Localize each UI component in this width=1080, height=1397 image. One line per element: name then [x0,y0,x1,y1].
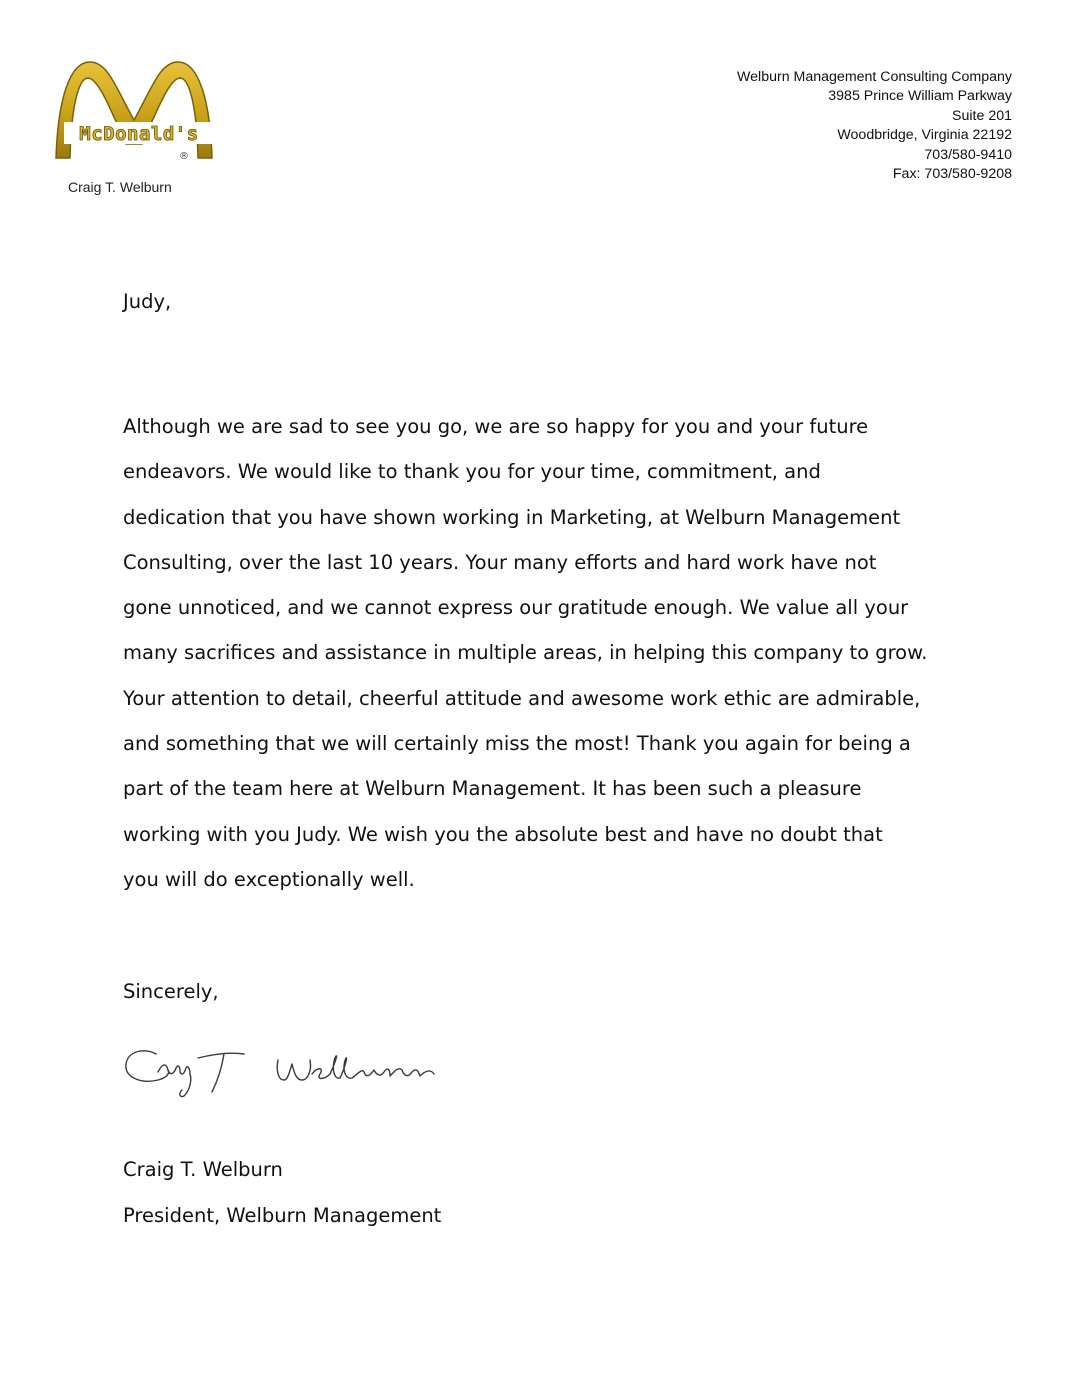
signer-name: Craig T. Welburn [123,1158,283,1181]
address-suite: Suite 201 [952,107,1012,124]
body-line: part of the team here at Welburn Management. It has been such a pleasure [123,777,862,801]
letter-body [123,404,983,902]
address-company: Welburn Management Consulting Company [737,69,1012,85]
handwritten-signature [118,1040,468,1110]
body-line: dedication that you have shown working in Marketing, at Welburn Management [123,505,901,529]
body-line: you will do exceptionally well. [123,867,415,891]
body-line: many sacrifices and assistance in multiple areas, in helping this company to grow. [123,641,928,665]
closing: Sincerely, [123,980,219,1003]
address-street: 3985 Prince William Parkway [828,88,1012,105]
address-fax: Fax: 703/580-9208 [892,166,1012,183]
body-line: working with you Judy. We wish you the absolute best and have no doubt that [123,822,883,846]
body-line: Although we are sad to see you go, we are so happy for you and your future [123,415,869,438]
address-phone: 703/580-9410 [924,146,1012,163]
mcdonalds-logo [52,58,217,166]
body-line: Consulting, over the last 10 years. Your many efforts and hard work have not [123,550,877,574]
address-city: Woodbridge, Virginia 22192 [837,127,1012,144]
body-line: endeavors. We would like to thank you for your time, commitment, and [123,460,821,484]
registered-mark: ® [179,151,189,162]
signer-title: President, Welburn Management [123,1204,442,1227]
body-line: gone unnoticed, and we cannot express our gratitude enough. We value all your [123,596,909,620]
body-line: Your attention to detail, cheerful attitude and awesome work ethic are admirable, [123,686,921,710]
letterhead-sender-name: Craig T. Welburn [68,179,172,195]
logo-wordmark: McDonald's [79,123,199,145]
salutation: Judy, [123,290,172,313]
company-address-block [737,68,1012,184]
body-line: and something that we will certainly miss the most! Thank you again for being a [123,732,911,756]
